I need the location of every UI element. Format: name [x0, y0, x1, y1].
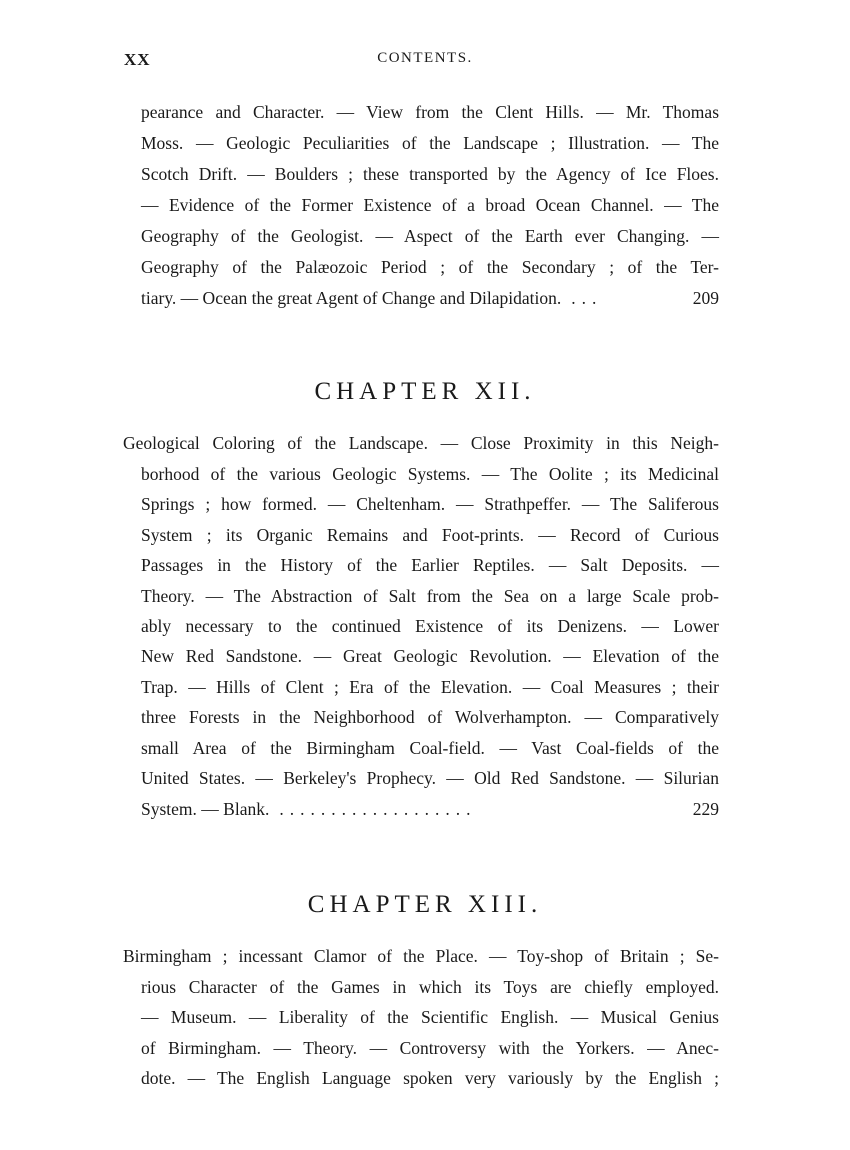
contents-line: Geological Coloring of the Landscape. — Close Proximity in this Neigh- — [123, 433, 719, 453]
contents-line: dote. — The English Language spoken very variously by the English ; — [141, 1068, 719, 1088]
contents-line: System ; its Organic Remains and Foot-prints. — Record of Curious — [141, 525, 719, 545]
contents-line: small Area of the Birmingham Coal-field. — Vast Coal-fields of the — [141, 738, 719, 758]
contents-line: Geography of the Palæozoic Period ; of the Secondary ; of the Ter- — [141, 257, 719, 277]
contents-line: — Museum. — Liberality of the Scientific English. — Musical Genius — [141, 1007, 719, 1027]
dot-leader: ................... — [279, 799, 477, 819]
contents-line-with-page — [141, 287, 719, 309]
contents-line: Moss. — Geologic Peculiarities of the Landscape ; Illustration. — The — [141, 133, 719, 153]
contents-line: three Forests in the Neighborhood of Wolverhampton. — Comparatively — [141, 707, 719, 727]
contents-line-text: System. — Blank. — [141, 799, 270, 819]
contents-line: Springs ; how formed. — Cheltenham. — Strathpeffer. — The Saliferous — [141, 494, 719, 514]
contents-line: United States. — Berkeley's Prophecy. — Old Red Sandstone. — Silurian — [141, 768, 719, 788]
contents-line: pearance and Character. — View from the Clent Hills. — Mr. Thomas — [141, 102, 719, 122]
contents-line: ably necessary to the continued Existence of its Denizens. — Lower — [141, 616, 719, 636]
contents-line: Trap. — Hills of Clent ; Era of the Elevation. — Coal Measures ; their — [141, 677, 719, 697]
contents-line: Geography of the Geologist. — Aspect of the Earth ever Changing. — — [141, 226, 719, 246]
contents-line: — Evidence of the Former Existence of a broad Ocean Channel. — The — [141, 195, 719, 215]
contents-line: Birmingham ; incessant Clamor of the Place. — Toy-shop of Britain ; Se- — [123, 946, 719, 966]
contents-line: Theory. — The Abstraction of Salt from the Sea on a large Scale prob- — [141, 586, 719, 606]
page-reference: 229 — [692, 799, 719, 819]
contents-line: Scotch Drift. — Boulders ; these transported by the Agency of Ice Floes. — [141, 164, 719, 184]
page-reference: 209 — [692, 288, 719, 308]
contents-line: rious Character of the Games in which its Toys are chiefly employed. — [141, 977, 719, 997]
contents-line: Passages in the History of the Earlier Reptiles. — Salt Deposits. — — [141, 555, 719, 575]
chapter-heading: CHAPTER XIII. — [307, 891, 543, 918]
contents-line-text: tiary. — Ocean the great Agent of Change and Dilapidation. — [141, 288, 562, 308]
chapter-heading: CHAPTER XII. — [314, 378, 536, 405]
contents-line: New Red Sandstone. — Great Geologic Revolution. — Elevation of the — [141, 646, 719, 666]
dot-leader: ... — [571, 288, 603, 308]
running-title: CONTENTS. — [377, 50, 473, 66]
contents-line: of Birmingham. — Theory. — Controversy with the Yorkers. — Anec- — [141, 1038, 719, 1058]
contents-line-with-page — [141, 798, 719, 820]
running-head — [0, 48, 850, 72]
contents-line: borhood of the various Geologic Systems. — The Oolite ; its Medicinal — [141, 464, 719, 484]
page-number: XX — [124, 50, 151, 69]
